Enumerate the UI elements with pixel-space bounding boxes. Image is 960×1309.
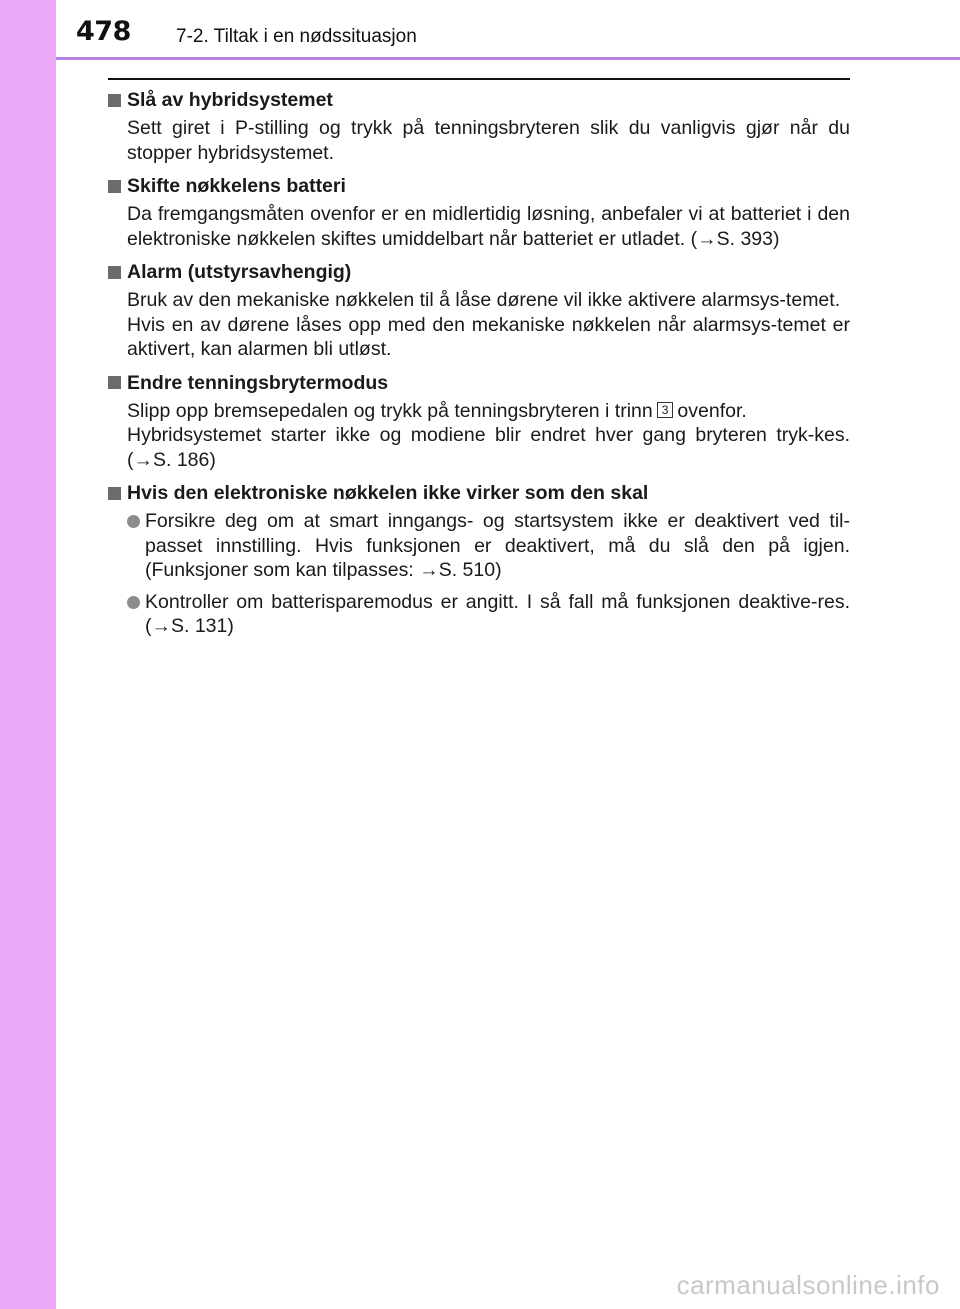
main-content xyxy=(108,88,850,648)
heading-text: Skifte nøkkelens batteri xyxy=(127,175,346,197)
chapter-title: 7-2. Tiltak i en nødssituasjon xyxy=(176,26,417,47)
section-heading xyxy=(108,88,850,112)
list-item xyxy=(127,509,850,583)
section-heading xyxy=(108,371,850,395)
section-heading xyxy=(108,174,850,198)
watermark-logo: carmanualsonline.info xyxy=(676,1270,940,1300)
paragraph-text: Slipp opp bremsepedalen og trykk på tenningsbryteren i trinn xyxy=(127,399,653,422)
square-bullet-icon xyxy=(108,94,121,107)
square-bullet-icon xyxy=(108,266,121,279)
section-key-not-working xyxy=(108,481,850,639)
header-underline xyxy=(56,57,960,60)
paragraph xyxy=(127,399,850,424)
round-bullet-icon xyxy=(127,515,140,528)
square-bullet-icon xyxy=(108,376,121,389)
page-number: 478 xyxy=(76,16,131,47)
section-change-ignition-mode xyxy=(108,371,850,473)
section-heading xyxy=(108,260,850,284)
section-switch-off-hybrid xyxy=(108,88,850,165)
round-bullet-icon xyxy=(127,596,140,609)
square-bullet-icon xyxy=(108,487,121,500)
content-top-rule xyxy=(108,78,850,80)
section-replace-key-battery xyxy=(108,174,850,251)
paragraph: Hybridsystemet starter ikke og modiene blir endret hver gang bryteren tryk-kes. (→S. 186) xyxy=(127,424,850,471)
section-heading xyxy=(108,481,850,505)
heading-text: Slå av hybridsystemet xyxy=(127,89,333,111)
paragraph: Bruk av den mekaniske nøkkelen til å låse dørene vil ikke aktivere alarmsys-temet. xyxy=(127,289,841,311)
paragraph: Sett giret i P-stilling og trykk på tenningsbryteren slik du vanligvis gjør når du stopper hybridsystemet. xyxy=(127,117,850,164)
side-color-strip xyxy=(0,0,56,1309)
list-item xyxy=(127,590,850,639)
paragraph: Hvis en av dørene låses opp med den mekaniske nøkkelen når alarmsys-temet er aktivert, kan alarmen bli utløst. xyxy=(127,313,850,360)
square-bullet-icon xyxy=(108,180,121,193)
heading-text: Hvis den elektroniske nøkkelen ikke virker som den skal xyxy=(127,482,649,504)
step-number-box: 3 xyxy=(657,402,674,418)
paragraph: Da fremgangsmåten ovenfor er en midlertidig løsning, anbefaler vi at batteriet i den elektroniske nøkkelen skiftes umiddelbart når batteriet er utladet. (→S. 393) xyxy=(127,203,850,250)
list-item-text: Kontroller om batterisparemodus er angitt. I så fall må funksjonen deaktive-res. (→S. 131) xyxy=(145,590,850,637)
heading-text: Endre tenningsbrytermodus xyxy=(127,371,389,394)
list-item-text: Forsikre deg om at smart inngangs- og startsystem ikke er deaktivert ved til-passet innstilling. Hvis funksjonen er deaktivert, må du slå den på igjen. (Funksjoner som kan tilpasses: →S. 510) xyxy=(145,510,850,581)
paragraph-text: ovenfor. xyxy=(677,399,747,422)
section-alarm xyxy=(108,260,850,362)
heading-text: Alarm (utstyrsavhengig) xyxy=(127,261,352,283)
